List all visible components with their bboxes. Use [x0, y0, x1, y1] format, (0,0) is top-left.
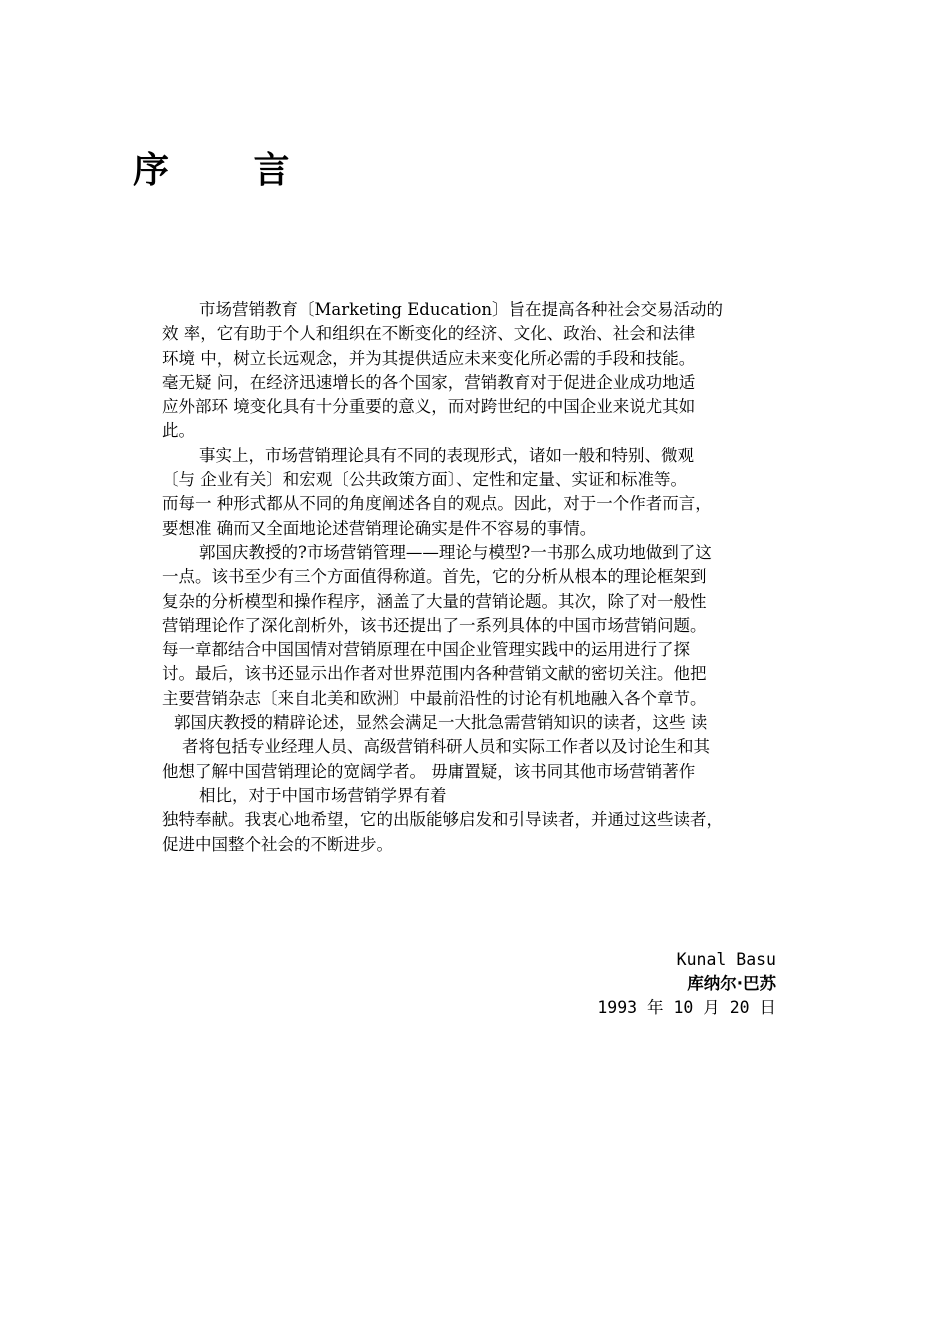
paragraph-1-line: 效 率，它有助于个人和组织在不断变化的经济、文化、政治、社会和法律	[162, 324, 696, 344]
paragraph-3-line: 讨。最后，该书还显示出作者对世界范围内各种营销文献的密切关注。他把	[162, 664, 707, 684]
paragraph-1-line: 应外部环 境变化具有十分重要的意义，而对跨世纪的中国企业来说尤其如	[162, 397, 696, 417]
paragraph-2-line: 要想准 确而又全面地论述营销理论确实是件不容易的事情。	[162, 518, 597, 538]
author-name-chinese: 库纳尔·巴苏	[687, 974, 776, 993]
signature-date: 1993 年 10 月 20 日	[597, 998, 776, 1017]
paragraph-4-line: 独特奉献。我衷心地希望，它的出版能够启发和引导读者，并通过这些读者，	[162, 810, 723, 830]
paragraph-1-line: 环境 中，树立长远观念，并为其提供适应未来变化所必需的手段和技能。	[162, 348, 696, 368]
paragraph-3-line: 复杂的分析模型和操作程序，涵盖了大量的营销论题。其次，除了对一般性	[162, 591, 707, 611]
paragraph-2-line: 〔与 企业有关〕和宏观〔公共政策方面〕、定性和定量、实证和标准等。	[162, 470, 687, 490]
paragraph-4-line: 他想了解中国营销理论的宽阔学者。 毋庸置疑，该书同其他市场营销著作	[162, 761, 696, 781]
page-title: 序 言	[133, 150, 326, 191]
paragraph-1-line: 此。	[162, 421, 195, 441]
paragraph-4-line: 相比，对于中国市场营销学界有着	[199, 785, 447, 805]
signature-block	[597, 948, 776, 1020]
paragraph-3-line: 主要营销杂志〔来自北美和欧洲〕中最前沿性的讨论有机地融入各个章节。	[162, 688, 707, 708]
paragraph-2-line: 事实上，市场营销理论具有不同的表现形式，诸如一般和特别、微观	[199, 445, 694, 465]
paragraph-3-line: 郭国庆教授的?市场营销管理——理论与模型?一书那么成功地做到了这	[199, 542, 712, 562]
paragraph-1-line: 市场营销教育〔Marketing Education〕旨在提高各种社会交易活动的	[199, 300, 724, 319]
paragraph-4-line: 促进中国整个社会的不断进步。	[162, 834, 393, 854]
paragraph-3-line: 一点。该书至少有三个方面值得称道。首先，它的分析从根本的理论框架到	[162, 567, 707, 587]
paragraph-1-line: 毫无疑 问，在经济迅速增长的各个国家，营销教育对于促进企业成功地适	[162, 372, 696, 392]
author-name-latin: Kunal Basu	[676, 950, 776, 969]
paragraph-3-line: 营销理论作了深化剖析外，该书还提出了一系列具体的中国市场营销问题。	[162, 615, 707, 635]
preface-body	[162, 298, 802, 857]
paragraph-4-line: 者将包括专业经理人员、高级营销科研人员和实际工作者以及讨论生和其	[182, 737, 710, 757]
paragraph-3-line: 每一章都结合中国国情对营销原理在中国企业管理实践中的运用进行了探	[162, 640, 690, 660]
paragraph-4-line: 郭国庆教授的精辟论述，显然会满足一大批急需营销知识的读者，这些 读	[174, 713, 708, 733]
paragraph-2-line: 而每一 种形式都从不同的角度阐述各自的观点。因此，对于一个作者而言，	[162, 494, 712, 514]
